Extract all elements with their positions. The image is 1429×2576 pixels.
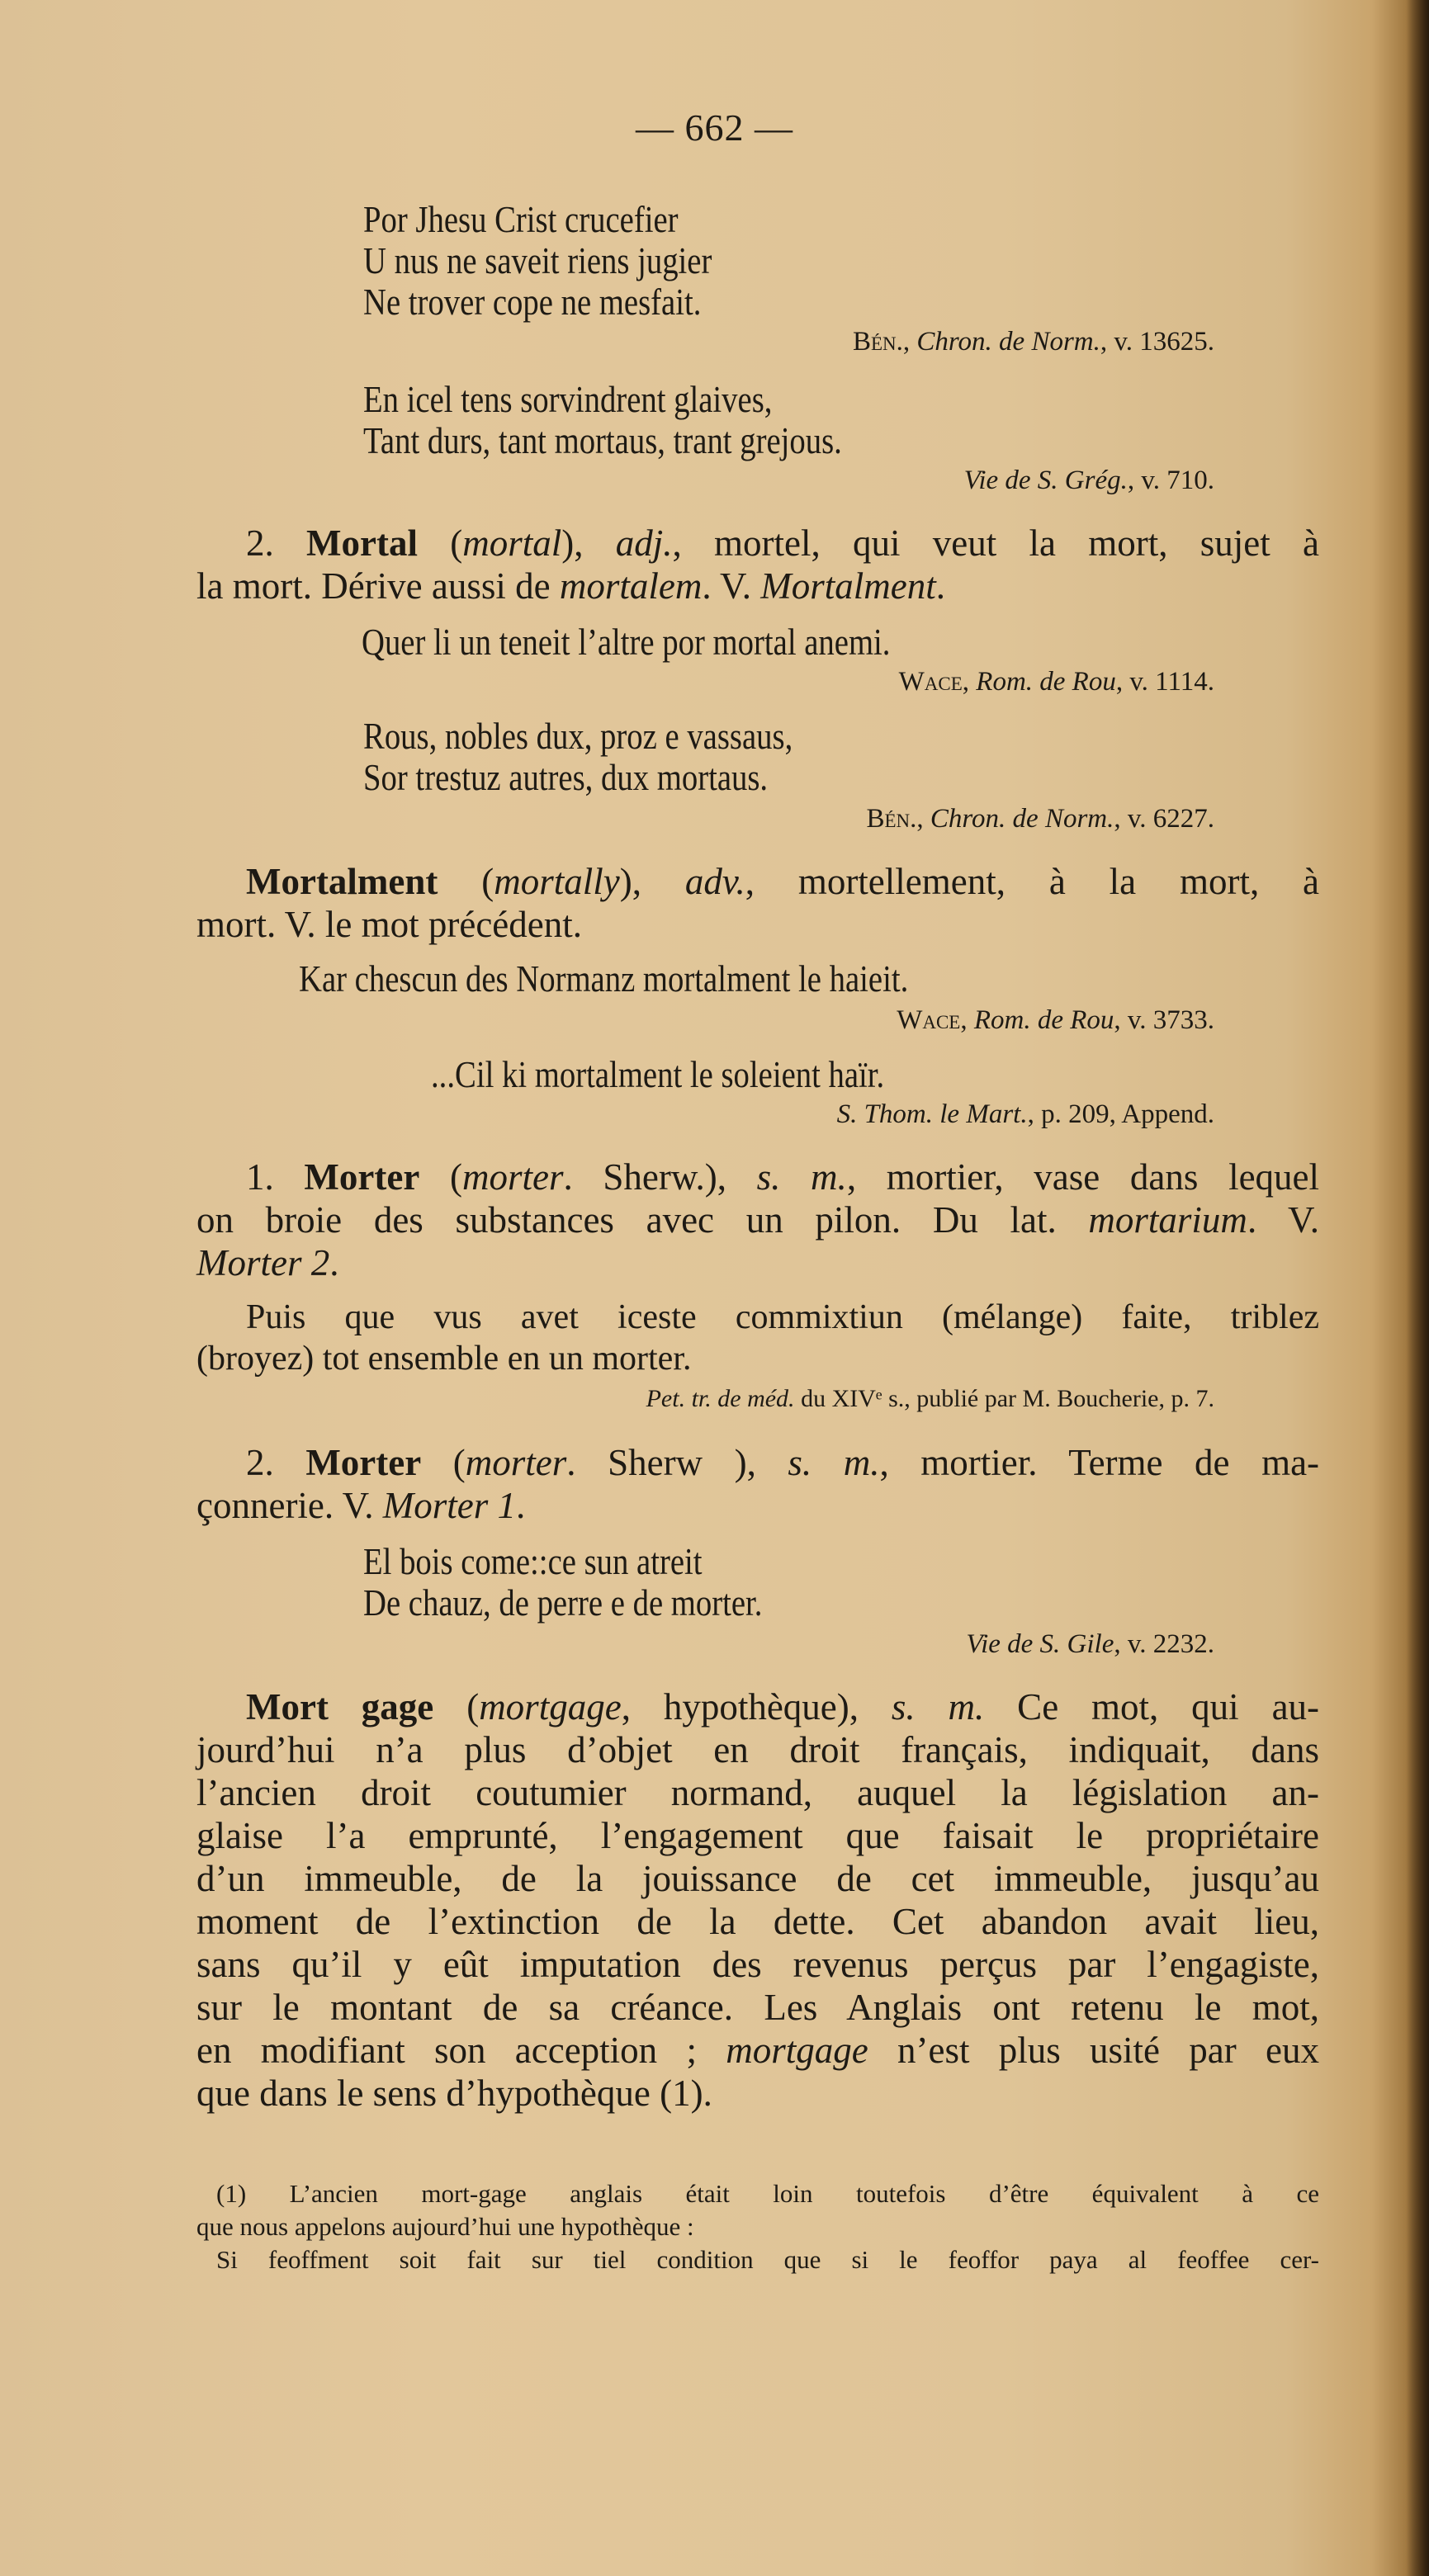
gloss: , hypothèque), [621, 1686, 859, 1728]
citation-ref: , v. 1114. [1115, 667, 1214, 697]
entry-mortalment-line1 [196, 860, 1319, 903]
latin-etymon: mortarium [1088, 1199, 1247, 1241]
entry-mortgage-line [196, 1771, 1319, 1814]
english-equivalent: mortally [494, 861, 620, 902]
quote-text: Puis que vus avet iceste commixtiun (mélange) faite, triblez [246, 1298, 1319, 1336]
page-number: — 662 — [636, 106, 793, 149]
definition: moment de l’extinction de la dette. Cet abandon avait lieu, [196, 1901, 1319, 1942]
definition: jourd’hui n’a plus d’objet en droit français, indiquait, dans [196, 1729, 1319, 1770]
citation-ref: , v. 3733. [1114, 1005, 1214, 1035]
cross-reference: Morter 2 [196, 1242, 330, 1283]
citation-author: Bén. [866, 804, 917, 834]
verse-line: En icel tens sorvindrent glaives, [363, 379, 773, 420]
citation-author: Bén. [853, 327, 903, 357]
citation [966, 1629, 1214, 1660]
verse-line: ...Cil ki mortalment le soleient haïr. [431, 1054, 885, 1095]
headword: Mortal [306, 522, 418, 564]
definition: en modifiant son acception ; [196, 2030, 726, 2071]
footnote-line [196, 2245, 1319, 2275]
definition: Ce mot, qui au- [984, 1686, 1320, 1728]
citation-work: Chron. de Norm. [916, 327, 1100, 357]
english-equivalent: morter [465, 1442, 567, 1483]
verse-line: Tant durs, tant mortaus, trant grejous. [363, 420, 842, 461]
citation: Bén., Chron. de Norm., v. 6227. [866, 804, 1214, 834]
prose-quote-line2: (broyez) tot ensemble en un morter. [196, 1340, 692, 1378]
citation [964, 466, 1214, 496]
footnote-line [196, 2179, 1319, 2209]
part-of-speech: s. m. [756, 1156, 847, 1198]
entry-number: 1. [246, 1156, 274, 1198]
english-term: mortgage [726, 2030, 868, 2071]
definition: , mortel, qui veut la mort, sujet à [672, 522, 1319, 564]
source: . Sherw.), [563, 1156, 726, 1198]
entry-mortal-line2 [196, 565, 1319, 607]
citation [646, 1385, 1214, 1413]
part-of-speech: adj. [615, 522, 673, 564]
definition: . [329, 1242, 339, 1283]
definition: glaise l’a emprunté, l’engagement que faisait le propriétaire [196, 1815, 1319, 1856]
headword: Morter [304, 1156, 420, 1198]
latin-etymon: mortalem [559, 565, 703, 607]
entry-number: 2. [246, 522, 274, 564]
definition: n’est plus usité par eux [868, 2030, 1319, 2071]
footnote-text: (1) L’ancien mort-gage anglais était loin toutefois d’être équivalent à ce [216, 2179, 1319, 2208]
entry-mortgage-line1 [196, 1685, 1319, 1728]
footnote-text: Si feoffment soit fait sur tiel condition que si le feoffor paya al feoffee cer- [216, 2245, 1319, 2274]
citation-work: Pet. tr. de méd. [646, 1385, 795, 1412]
verse-line: Sor trestuz autres, dux mortaus. [363, 757, 769, 798]
book-spine-shadow [1406, 0, 1429, 2576]
definition: sur le montant de sa créance. Les Anglais ont retenu le mot, [196, 1987, 1319, 2028]
entry-mortalment-line2: mort. V. le mot précédent. [196, 904, 582, 945]
entry-mortgage-line [196, 1900, 1319, 1943]
citation-ref: , v. 13625. [1100, 327, 1214, 357]
verse-line: U nus ne saveit riens jugier [363, 240, 712, 281]
paren: ), [561, 522, 584, 564]
citation-ref: , v. 2232. [1114, 1629, 1214, 1659]
definition: d’un immeuble, de la jouissance de cet immeuble, jusqu’au [196, 1858, 1319, 1899]
definition: . [516, 1485, 526, 1526]
english-equivalent: mortgage [479, 1686, 622, 1728]
source: . Sherw ), [566, 1442, 756, 1483]
citation-work: Chron. de Norm. [930, 804, 1114, 834]
citation-ref: , p. 209, Append. [1027, 1099, 1214, 1129]
paren: ( [452, 1442, 466, 1483]
definition: , mortier. Terme de ma- [879, 1442, 1320, 1483]
verse-line: El bois come::ce sun atreit [363, 1541, 703, 1582]
paren: ( [466, 1686, 480, 1728]
definition: la mort. Dérive aussi de [196, 565, 560, 607]
citation-work: S. Thom. le Mart. [836, 1099, 1028, 1129]
definition: çonnerie. V. [196, 1485, 383, 1526]
definition: , mortellement, à la mort, à [745, 861, 1320, 902]
verse-line: Rous, nobles dux, proz e vassaus, [363, 716, 793, 757]
citation-work: Rom. de Rou [973, 1005, 1114, 1035]
citation-ref: du XIVᵉ s., publié par M. Boucherie, p. 7. [794, 1385, 1214, 1412]
paren: ( [449, 1156, 462, 1198]
citation-ref: , v. 6227. [1114, 804, 1214, 834]
citation: Wace, Rom. de Rou, v. 1114. [898, 667, 1214, 697]
entry-morter1-line3 [196, 1241, 1319, 1284]
entry-morter2-line1 [196, 1441, 1319, 1484]
citation-author: Wace [898, 667, 963, 697]
verse-line: Kar chescun des Normanz mortalment le haieit. [299, 958, 909, 1000]
entry-morter1-line1 [196, 1156, 1319, 1198]
citation: Bén., Chron. de Norm., v. 13625. [853, 327, 1214, 357]
entry-morter2-line2 [196, 1484, 1319, 1527]
cross-reference: Mortalment [760, 565, 936, 607]
definition: on broie des substances avec un pilon. Du lat. [196, 1199, 1089, 1241]
entry-morter1-line2 [196, 1198, 1319, 1241]
paren: ( [450, 522, 463, 564]
entry-mortgage-line [196, 1986, 1319, 2029]
entry-mortal-line1 [196, 522, 1319, 565]
headword: Morter [305, 1442, 422, 1483]
part-of-speech: s. m. [788, 1442, 880, 1483]
headword: Mort gage [246, 1686, 434, 1728]
entry-mortgage-line: que dans le sens d’hypothèque (1). [196, 2073, 712, 2114]
citation-work: Rom. de Rou [976, 667, 1116, 697]
paren: ( [481, 861, 494, 902]
definition: . [935, 565, 945, 607]
verse-line: Ne trover cope ne mesfait. [363, 281, 702, 323]
verse-line: De chauz, de perre e de morter. [363, 1582, 763, 1624]
footnote-line: que nous appelons aujourd’hui une hypothèque : [196, 2212, 694, 2241]
definition: . V. [1247, 1199, 1319, 1241]
headword: Mortalment [246, 861, 438, 902]
prose-quote-line1 [196, 1297, 1319, 1337]
paren: ), [619, 861, 641, 902]
definition: . V. [702, 565, 761, 607]
definition: sans qu’il y eût imputation des revenus perçus par l’engagiste, [196, 1944, 1319, 1985]
english-equivalent: morter [461, 1156, 564, 1198]
citation-work: Vie de S. Grég. [963, 466, 1128, 495]
entry-mortgage-line [196, 2029, 1319, 2072]
citation [837, 1099, 1214, 1130]
entry-mortgage-line [196, 1857, 1319, 1900]
english-equivalent: mortal [462, 522, 562, 564]
verse-line: Por Jhesu Crist crucefier [363, 199, 679, 240]
entry-mortgage-line [196, 1943, 1319, 1986]
entry-number: 2. [246, 1442, 274, 1483]
citation: Wace, Rom. de Rou, v. 3733. [897, 1005, 1214, 1035]
definition: , mortier, vase dans lequel [846, 1156, 1320, 1198]
part-of-speech: s. m. [891, 1686, 985, 1728]
verse-line: Quer li un teneit l’altre por mortal anemi. [362, 622, 891, 663]
cross-reference: Morter 1 [382, 1485, 517, 1526]
definition: l’ancien droit coutumier normand, auquel la législation an- [196, 1772, 1319, 1813]
part-of-speech: adv. [684, 861, 745, 902]
entry-mortgage-line [196, 1814, 1319, 1857]
entry-mortgage-line [196, 1728, 1319, 1771]
citation-author: Wace [897, 1005, 961, 1035]
citation-work: Vie de S. Gile [966, 1629, 1114, 1659]
citation-ref: , v. 710. [1127, 466, 1214, 495]
